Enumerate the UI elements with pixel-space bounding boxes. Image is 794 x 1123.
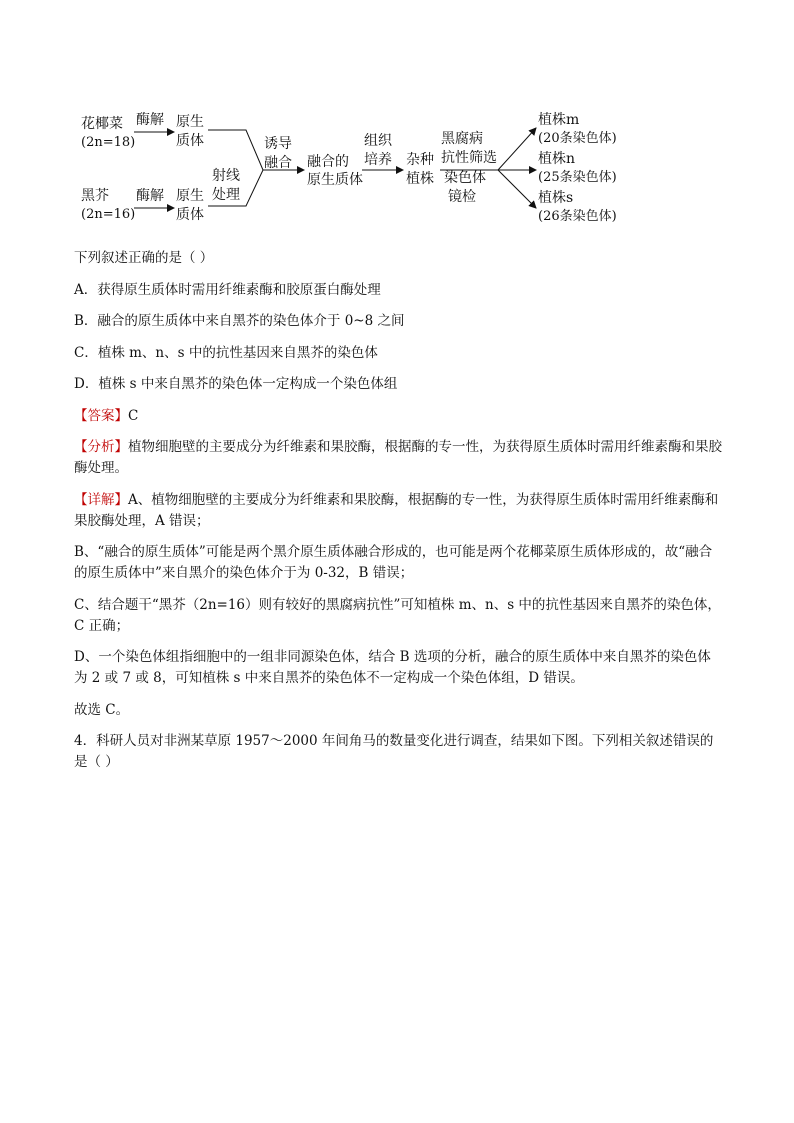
screen-line2: 抗性筛选 [441,150,497,166]
option-b: B．融合的原生质体中来自黑芥的染色体介于 0~8 之间 [74,313,405,329]
detail-paragraph-c: C、结合题干“黑芥（2n=16）则有较好的黑腐病抗性”可知植株 m、n、s 中的抗性基因来自黑芥的染色体，C 正确； [74,596,721,634]
fused-line2: 原生质体 [307,172,363,188]
detail-a-text: A、植物细胞壁的主要成分为纤维素和果胶酶，根据酶的专一性，为获得原生质体时需用纤维素酶和果胶酶处理，A 错误； [74,491,719,529]
induce-line2: 融合 [264,155,292,171]
answer-tag: 【答案】 [74,407,128,424]
plant-b-name: 黑芥 [81,188,109,204]
screen-line4: 镜检 [448,189,476,205]
analysis-paragraph [74,437,724,479]
hybrid-line1: 杂种 [406,152,434,168]
answer-line [74,406,724,427]
plant-b-ploidy: (2n=16) [81,207,136,222]
radiation-line2: 处理 [212,187,240,203]
protoplast-b-line2: 质体 [176,207,204,223]
detail-paragraph-a [74,490,724,532]
protoplast-fusion-diagram [60,100,640,230]
document-body [74,248,724,784]
enzyme-b-label: 酶解 [136,188,164,204]
enzyme-a-label: 酶解 [136,112,164,128]
protoplast-a-line2: 质体 [176,133,204,149]
output-n-count: (25条染色体) [538,170,617,185]
output-n-name: 植株n [538,151,576,167]
radiation-line1: 射线 [212,168,240,184]
detail-paragraph-d: D、一个染色体组指细胞中的一组非同源染色体，结合 B 选项的分析，融合的原生质体中来自黑芥的染色体为 2 或 7 或 8，可知植株 s 中来自黑芥的染色体不一定构成一个染色体组，D 错误。 [74,649,711,686]
output-s-name: 植株s [538,190,574,206]
option-d: D．植株 s 中来自黑芥的染色体一定构成一个染色体组 [74,376,398,392]
screen-line3: 染色体 [444,170,486,186]
hybrid-line2: 植株 [406,171,434,187]
induce-line1: 诱导 [264,136,292,152]
culture-line1: 组织 [364,133,392,149]
culture-line2: 培养 [364,152,392,168]
output-m-count: (20条染色体) [538,131,617,146]
detail-conclusion: 故选 C。 [74,701,130,718]
option-a: A．获得原生质体时需用纤维素酶和胶原蛋白酶处理 [74,281,381,298]
protoplast-b-line1: 原生 [176,188,204,204]
detail-paragraph-b: B、“融合的原生质体”可能是两个黑介原生质体融合形成的，也可能是两个花椰菜原生质体形成的，故“融合的原生质体中”来自黑介的染色体介于为 0-32，B 错误； [74,544,713,581]
fused-line1: 融合的 [307,154,349,170]
option-c: C．植株 m、n、s 中的抗性基因来自黑芥的染色体 [74,344,378,361]
output-m-name: 植株m [538,112,580,128]
plant-a-ploidy: (2n=18) [81,135,136,150]
merge-line-top [208,130,263,170]
detail-tag: 【详解】 [74,491,128,508]
next-question: 4．科研人员对非洲某草原 1957～2000 年间角马的数量变化进行调查，结果如下图。下列相关叙述错误的是（ ） [74,733,714,770]
branch-arrow-m [498,128,536,170]
answer-value: C [128,407,139,424]
screen-line1: 黑腐病 [441,131,483,147]
question-prompt: 下列叙述正确的是（ ） [74,250,214,266]
analysis-tag: 【分析】 [74,439,128,455]
plant-a-name: 花椰菜 [81,116,123,132]
protoplast-a-line1: 原生 [176,114,204,130]
output-s-count: (26条染色体) [538,209,617,224]
branch-arrow-s [498,170,536,208]
analysis-text: 植物细胞壁的主要成分为纤维素和果胶酶，根据酶的专一性，为获得原生质体时需用纤维素酶和果胶酶处理。 [74,439,722,476]
